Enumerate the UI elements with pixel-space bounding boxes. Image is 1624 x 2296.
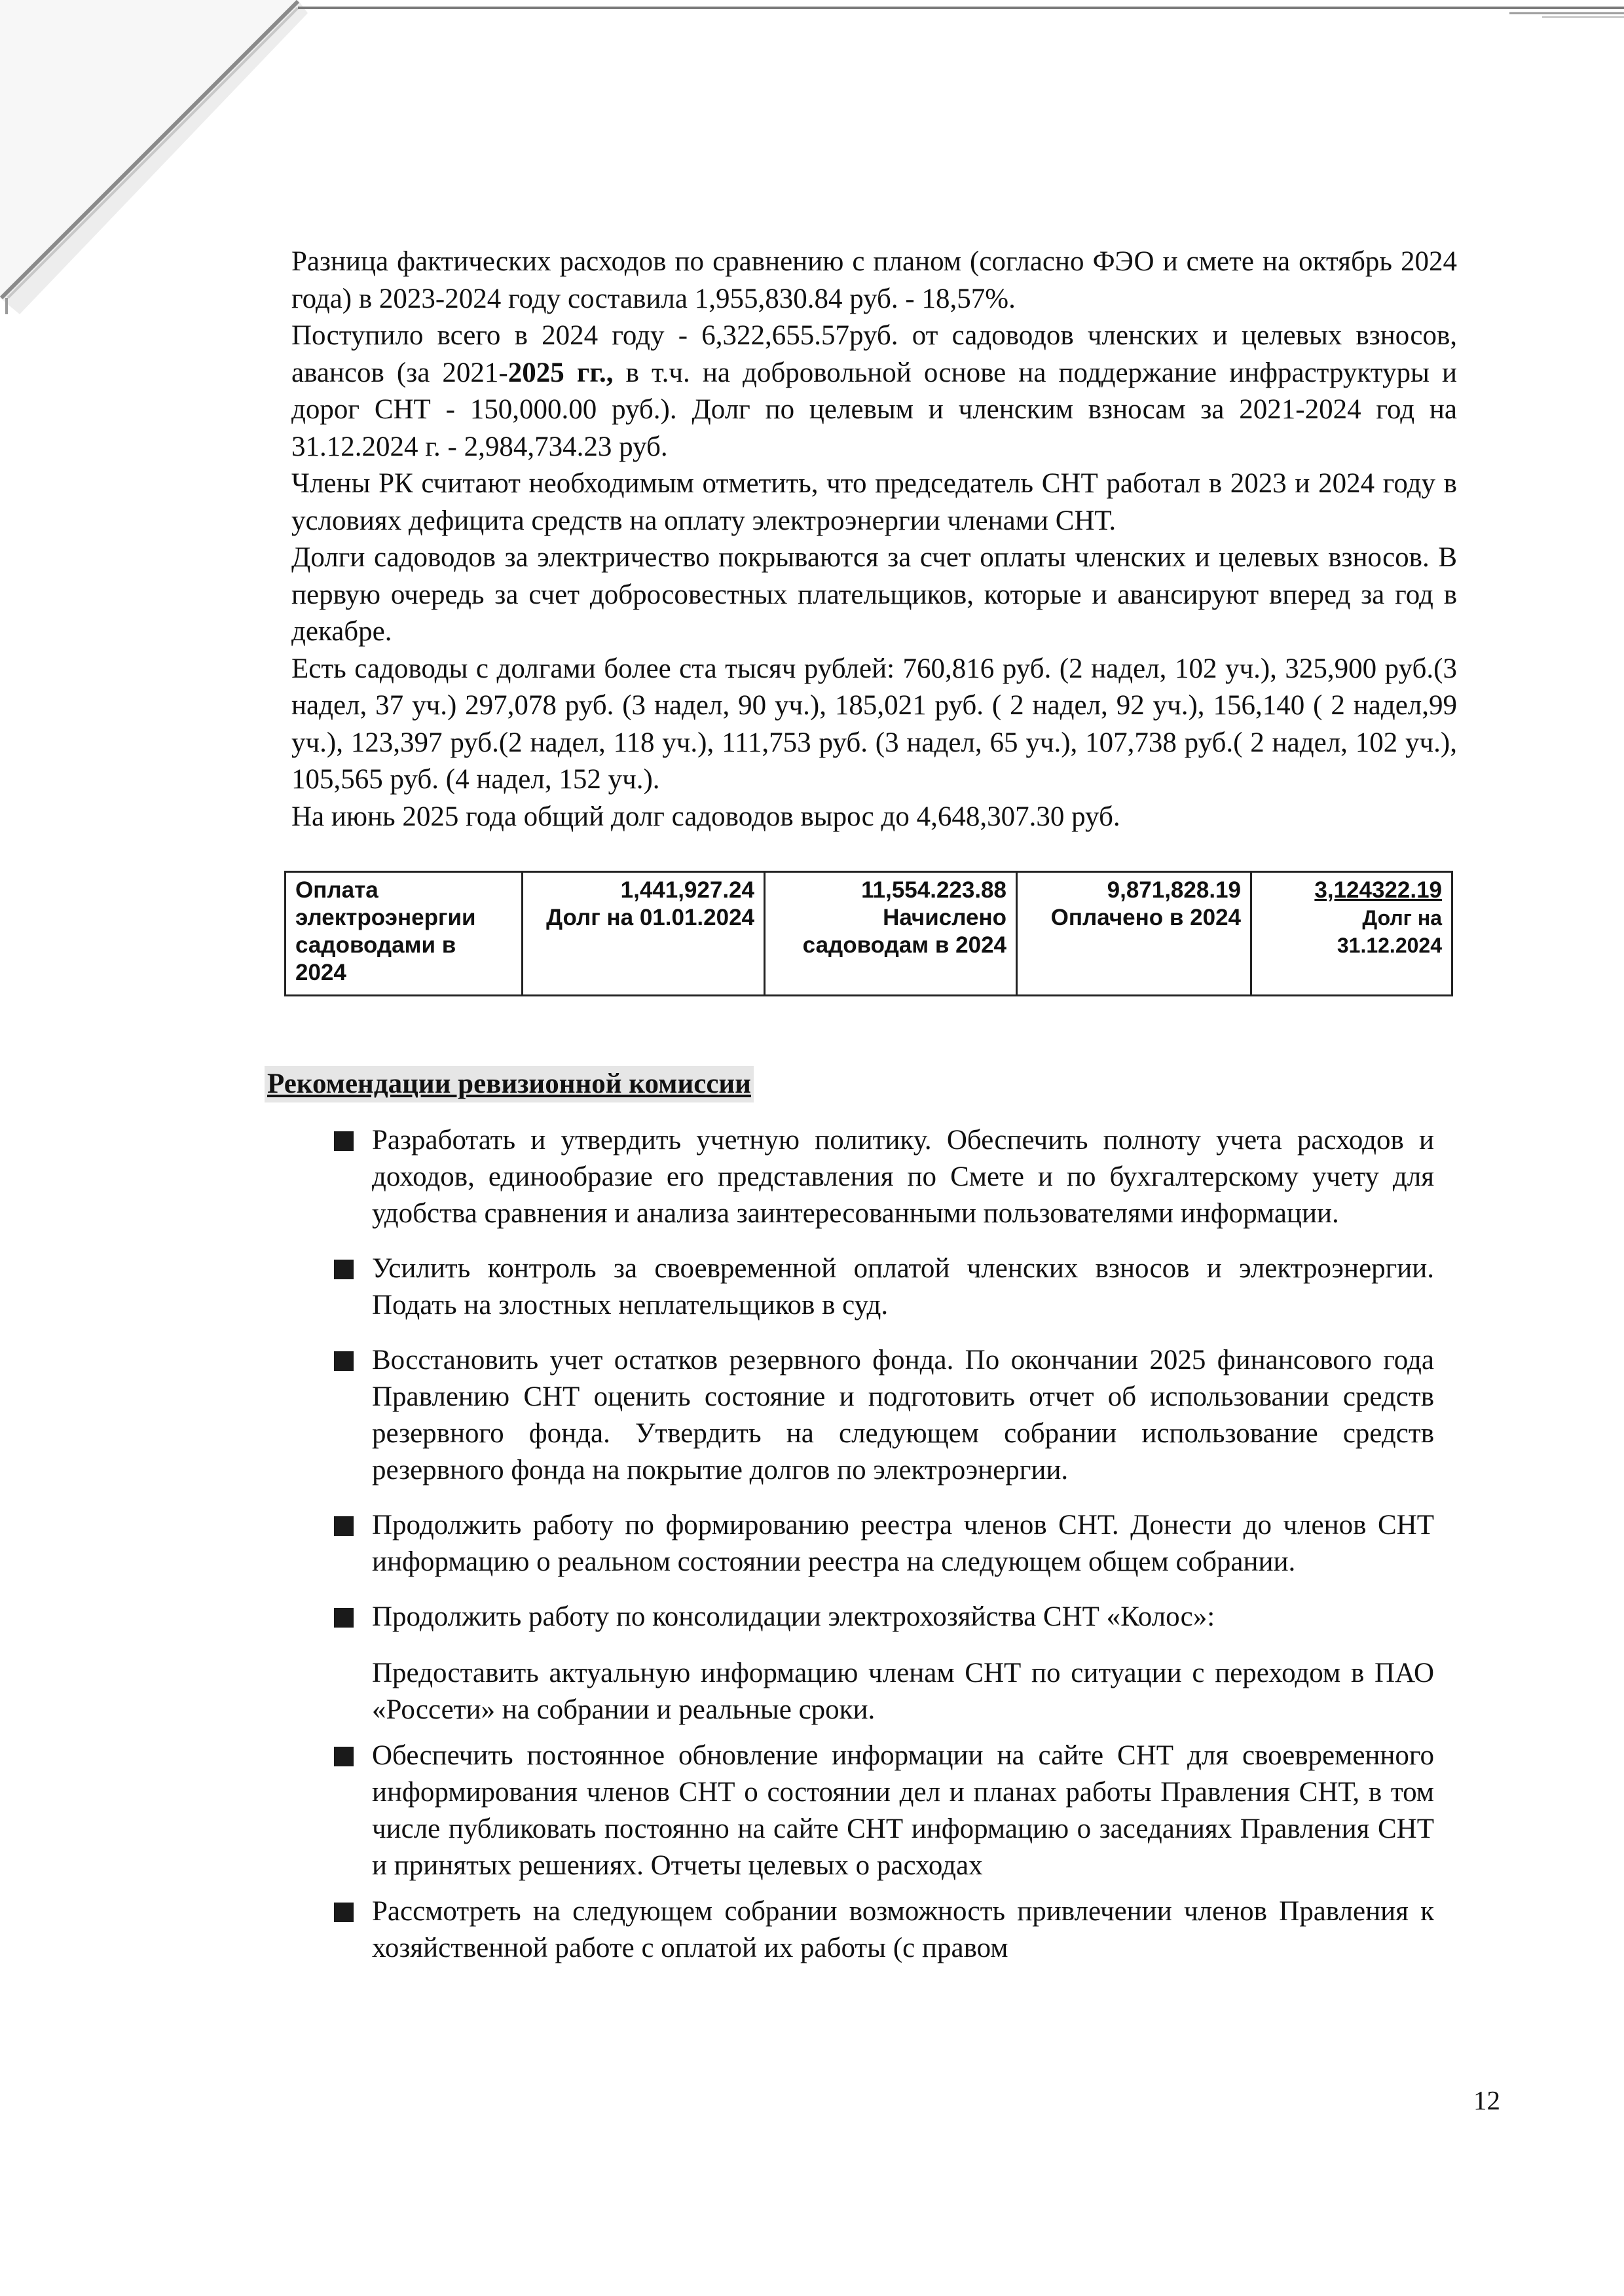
square-bullet-icon <box>334 1351 354 1371</box>
square-bullet-icon <box>334 1516 354 1536</box>
square-bullet-icon <box>334 1608 354 1628</box>
paragraph-electricity-debts: Долги садоводов за электричество покрываются за счет оплаты членских и целевых взносов. В первую очередь за счет добросовестных плательщиков, которые и авансируют вперед за год в декабре. <box>291 542 1457 647</box>
report-paragraphs <box>291 244 1457 835</box>
paid-value: 9,871,828.19 <box>1107 877 1241 903</box>
recommendation-text: Рассмотреть на следующем собрании возможность привлечении членов Правления к хозяйственной работе с оплатой их работы (с правом <box>372 1896 1434 1963</box>
scan-top-edge <box>298 5 1624 20</box>
list-item <box>334 1738 1434 1884</box>
scan-folded-corner <box>0 0 314 314</box>
debt-end-value: 3,124322.19 <box>1314 877 1442 903</box>
table-cell-charged <box>765 872 1017 996</box>
debt-end-caption: Долг на 31.12.2024 <box>1337 906 1442 957</box>
recommendation-note: Предоставить актуальную информацию членам СНТ по ситуации с переходом в ПАО «Россети» на собрании и реальные сроки. <box>372 1658 1434 1725</box>
table-cell-debt-end <box>1251 872 1452 996</box>
paragraph-total-debt: На июнь 2025 года общий долг садоводов вырос до 4,648,307.30 руб. <box>291 801 1120 832</box>
list-item <box>334 1507 1434 1580</box>
recommendations-title: Рекомендации ревизионной комиссии <box>265 1066 754 1102</box>
list-item <box>334 1250 1434 1324</box>
list-item <box>334 1599 1434 1728</box>
square-bullet-icon <box>334 1903 354 1922</box>
list-item <box>334 1893 1434 1967</box>
paragraph-receipts <box>291 318 1457 465</box>
receipts-text-start: Поступило всего в 2024 году - 6,322,655.57руб. от садоводов членских и целевых взносов, авансов (за 2021- <box>291 320 1457 388</box>
recommendation-text: Усилить контроль за своевременной оплатой членских взносов и электроэнергии. Подать на злостных неплательщиков в суд. <box>372 1253 1434 1321</box>
recommendation-text: Продолжить работу по консолидации электрохозяйства СНТ «Колос»: <box>372 1601 1215 1632</box>
recommendation-text: Продолжить работу по формированию реестра членов СНТ. Донести до членов СНТ информацию о реальном состоянии реестра на следующем общем собрании. <box>372 1510 1434 1577</box>
receipts-text-end: в т.ч. на добровольной основе на поддержание инфраструктуры и дорог СНТ - 150,000.00 руб.). Долг по целевым и членским взносам за 2021-2024 год на 31.12.2024 г. - 2,984,734.23 руб. <box>291 357 1457 462</box>
charged-value: 11,554.223.88 <box>861 877 1006 903</box>
table-cell-debt-start <box>523 872 765 996</box>
table-row <box>286 872 1452 996</box>
debt-start-caption: Долг на 01.01.2024 <box>546 905 754 930</box>
recommendation-text: Разработать и утвердить учетную политику. Обеспечить полноту учета расходов и доходов, единообразие его представления по Смете и по бухгалтерскому учету для удобства сравнения и анализа заинтересованными пользователями информации. <box>372 1125 1434 1229</box>
electricity-payment-table <box>284 871 1453 996</box>
square-bullet-icon <box>334 1260 354 1279</box>
paragraph-chairman-note: Члены РК считают необходимым отметить, что председатель СНТ работал в 2023 и 2024 году в условиях дефицита средств на оплату электроэнергии членами СНТ. <box>291 468 1457 536</box>
receipts-years-bold: 2025 гг., <box>507 357 614 388</box>
recommendation-text: Обеспечить постоянное обновление информации на сайте СНТ для своевременного информирования членов СНТ о состоянии дел и планах работы Правления СНТ, в том числе публиковать постоянно на сайте СНТ информацию о заседаниях Правления СНТ и принятых решениях. Отчеты целевых о расходах <box>372 1740 1434 1881</box>
square-bullet-icon <box>334 1131 354 1151</box>
paragraph-large-debtors: Есть садоводы с долгами более ста тысяч рублей: 760,816 руб. (2 надел, 102 уч.), 325,900 руб.(3 надел, 37 уч.) 297,078 руб. (3 надел, 90 уч.), 185,021 руб. ( 2 надел, 92 уч.), 156,140 ( 2 надел,99 уч.), 123,397 руб.(2 надел, 118 уч.), 111,753 руб. (3 надел, 65 уч.), 107,738 руб.( 2 надел, 102 уч.), 105,565 руб. (4 надел, 152 уч.). <box>291 653 1457 795</box>
square-bullet-icon <box>334 1747 354 1766</box>
table-label-cell: Оплата электроэнергии садоводами в 2024 <box>286 872 523 996</box>
recommendation-text: Восстановить учет остатков резервного фонда. По окончании 2025 финансового года Правлению СНТ оценить состояние и подготовить отчет об использовании средств резервного фонда. Утвердить на следующем собрании использование средств резервного фонда на покрытие долгов по электроэнергии. <box>372 1345 1434 1485</box>
page-number: 12 <box>1473 2085 1500 2115</box>
paid-caption: Оплачено в 2024 <box>1050 905 1241 930</box>
charged-caption: Начислено садоводам в 2024 <box>802 905 1006 958</box>
debt-start-value: 1,441,927.24 <box>620 877 754 903</box>
paragraph-expense-difference: Разница фактических расходов по сравнению с планом (согласно ФЭО и смете на октябрь 2024 года) в 2023-2024 году составила 1,955,830.84 руб. - 18,57%. <box>291 246 1457 314</box>
recommendations-list <box>334 1122 1434 1967</box>
list-item <box>334 1342 1434 1489</box>
table-cell-paid <box>1017 872 1251 996</box>
list-item <box>334 1122 1434 1232</box>
